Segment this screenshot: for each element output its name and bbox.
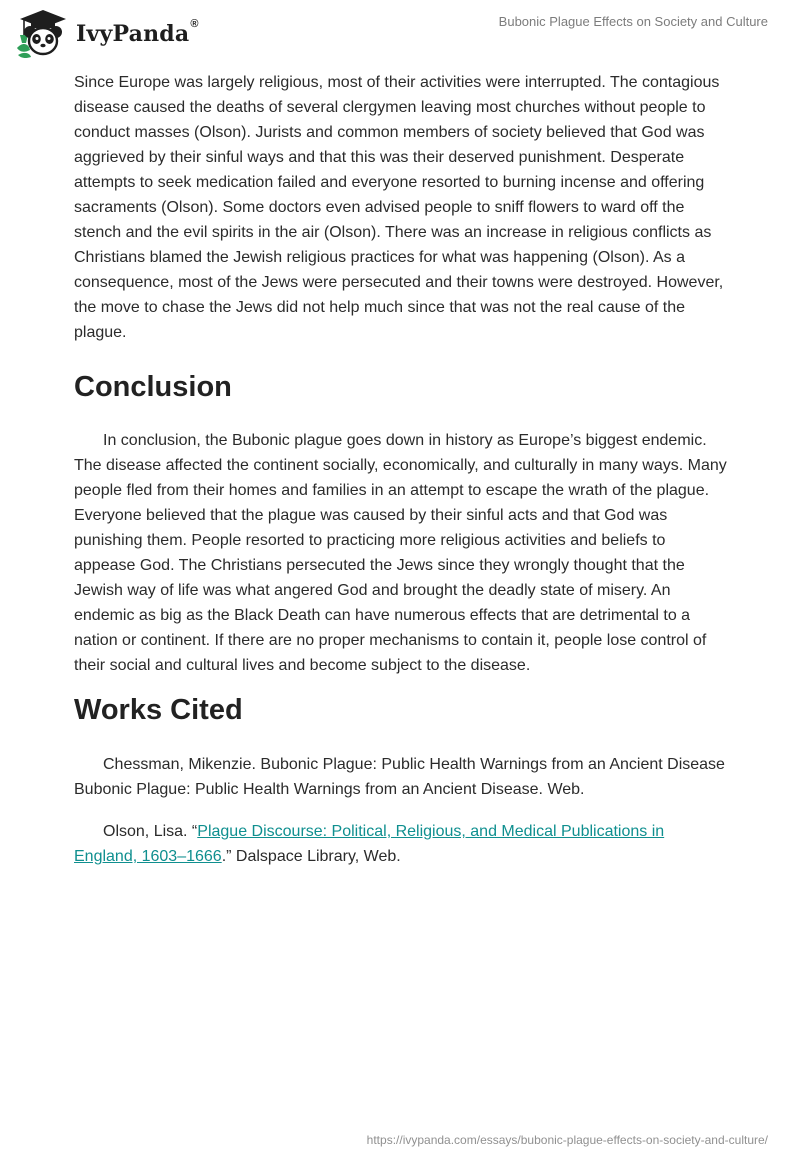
citation-olson-prefix: Olson, Lisa. “	[103, 823, 198, 840]
panda-graduate-icon	[14, 8, 72, 58]
page-header	[0, 0, 800, 62]
citation-chessman: Chessman, Mikenzie. Bubonic Plague: Public Health Warnings from an Ancient Disease Bubonic Plague: Public Health Warnings from an Ancient Disease. Web.	[74, 756, 725, 798]
ivypanda-logo[interactable]	[14, 8, 199, 58]
document-title: Bubonic Plague Effects on Society and Culture	[498, 14, 768, 29]
citation-olson	[74, 819, 730, 869]
intro-paragraph: Since Europe was largely religious, most of their activities were interrupted. The contagious disease caused the deaths of several clergymen leaving most churches without people to conduct masses (Olson). Jurists and common members of society believed that God was aggrieved by their sinful ways and that this was their deserved punishment. Desperate attempts to seek medication failed and everyone resorted to burning incense and offering sacraments (Olson). Some doctors even advised people to sniff flowers to ward off the stench and the evil spirits in the air (Olson). There was an increase in religious conflicts as Christians blamed the Jewish religious practices for what was happening (Olson). As a consequence, most of the Jews were persecuted and their towns were destroyed. However, the move to chase the Jews did not help much since that was not the real cause of the plague.	[74, 74, 724, 341]
essay-content	[74, 70, 730, 869]
logo-wordmark: IvyPanda®	[76, 18, 199, 47]
conclusion-heading: Conclusion	[74, 371, 232, 403]
works-cited-heading: Works Cited	[74, 694, 243, 726]
registered-mark: ®	[190, 18, 199, 30]
footer-source-url: https://ivypanda.com/essays/bubonic-plague-effects-on-society-and-culture/	[366, 1133, 768, 1147]
conclusion-paragraph: In conclusion, the Bubonic plague goes down in history as Europe’s biggest endemic. The disease affected the continent socially, economically, and culturally in many ways. Many people fled from their homes and families in an attempt to escape the wrath of the plague. Everyone believed that the plague was caused by their sinful acts and that God was punishing them. People resorted to practicing more religious activities and beliefs to appease God. The Christians persecuted the Jews since they wrongly thought that the Jewish way of life was what angered God and brought the deadly state of misery. An endemic as big as the Black Death can have numerous effects that are detrimental to a nation or continent. If there are no proper mechanisms to contain it, people lose control of their social and cultural lives and become subject to the disease.	[74, 432, 727, 674]
citation-olson-link[interactable]: Plague Discourse: Political, Religious, and Medical Publications in England, 1603–1666	[74, 823, 665, 865]
citation-olson-suffix: .” Dalspace Library, Web.	[221, 848, 401, 865]
